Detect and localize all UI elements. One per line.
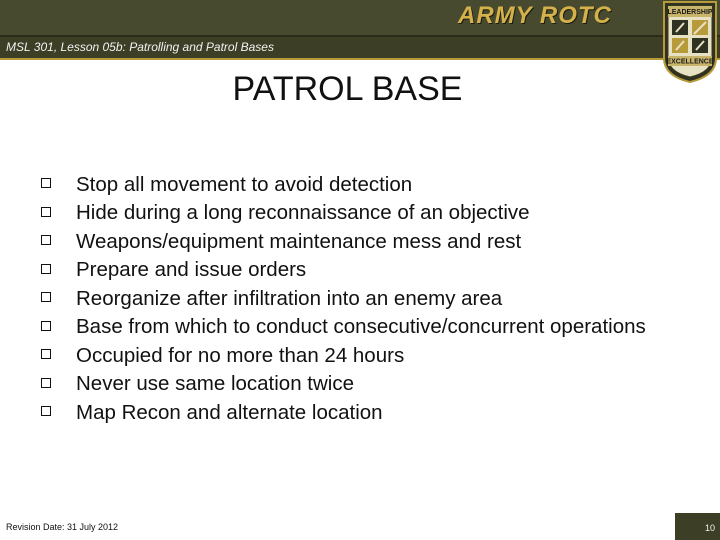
checkbox-bullet-icon xyxy=(41,321,51,331)
list-item: Base from which to conduct consecutive/concurrent operations xyxy=(34,313,674,342)
list-item: Occupied for no more than 24 hours xyxy=(34,341,674,370)
army-rotc-wordmark: ARMY ROTC xyxy=(458,2,612,29)
page-number: 10 xyxy=(704,523,715,533)
checkbox-bullet-icon xyxy=(41,207,51,217)
header-gold-line xyxy=(0,58,720,60)
list-item: Hide during a long reconnaissance of an objective xyxy=(34,199,674,228)
checkbox-bullet-icon xyxy=(41,349,51,359)
list-item: Weapons/equipment maintenance mess and rest xyxy=(34,227,674,256)
checkbox-bullet-icon xyxy=(41,378,51,388)
list-item: Prepare and issue orders xyxy=(34,256,674,285)
header-divider xyxy=(0,35,720,37)
checkbox-bullet-icon xyxy=(41,292,51,302)
bullet-list xyxy=(34,170,674,427)
checkbox-bullet-icon xyxy=(41,235,51,245)
emblem-bottom-text: EXCELLENCE xyxy=(666,58,714,66)
list-item: Reorganize after infiltration into an enemy area xyxy=(34,284,674,313)
header-banner xyxy=(0,0,720,60)
emblem-top-text: LEADERSHIP xyxy=(667,9,713,16)
lesson-title: MSL 301, Lesson 05b: Patrolling and Patrol Bases xyxy=(6,40,274,54)
footer-corner-bar xyxy=(675,513,720,540)
army-rotc-logo xyxy=(458,2,653,32)
list-item: Stop all movement to avoid detection xyxy=(34,170,674,199)
list-item: Never use same location twice xyxy=(34,370,674,399)
checkbox-bullet-icon xyxy=(41,178,51,188)
checkbox-bullet-icon xyxy=(41,406,51,416)
list-item: Map Recon and alternate location xyxy=(34,398,674,427)
revision-date: Revision Date: 31 July 2012 xyxy=(6,522,119,532)
slide-title: PATROL BASE xyxy=(232,70,463,108)
checkbox-bullet-icon xyxy=(41,264,51,274)
